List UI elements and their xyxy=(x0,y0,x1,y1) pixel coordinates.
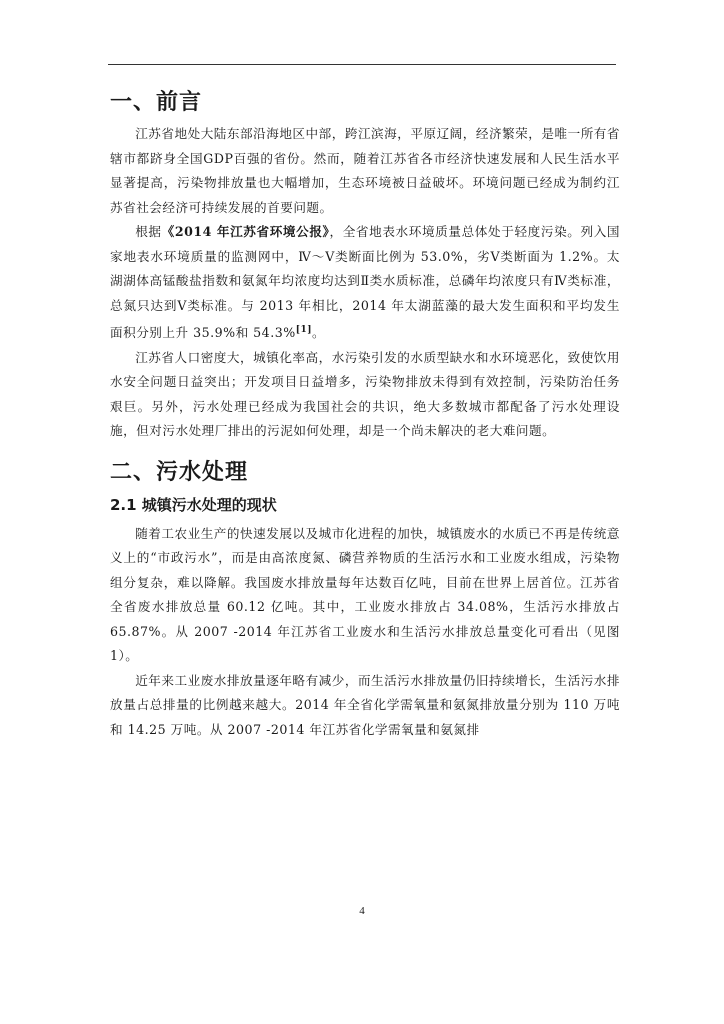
report-title: 《2014 年江苏省环境公报》 xyxy=(161,224,330,239)
header-rule xyxy=(108,64,616,65)
paragraph-end: 。 xyxy=(311,325,326,341)
paragraph: 随着工农业生产的快速发展以及城市化进程的加快，城镇废水的水质已不再是传统意义上的“市政污水”，而是由高浓度氮、磷营养物质的生活污水和工业废水组成，污染物组分复杂，难以降解。我国废水排放量每年达数百亿吨，目前在世界上居首位。江苏省全省废水排放总量 60.12 亿吨。其中，工业废水排放占 34.08%，生活污水排放占 65.87%。从 2007 -2014 年江苏省工业废水和生活污水排放总量变化可看出（见图 1）。 xyxy=(110,525,620,664)
citation-ref: [1] xyxy=(295,325,312,335)
paragraph-lead: 根据 xyxy=(135,224,162,239)
paragraph: 近年来工业废水排放量逐年略有减少，而生活污水排放量仍旧持续增长，生活污水排放量占总排量的比例越来越大。2014 年全省化学需氧量和氨氮排放量分别为 110 万吨和 14.25 万吨。从 2007 -2014 年江苏省化学需氧量和氨氮排 xyxy=(110,672,620,737)
page-number: 4 xyxy=(359,905,365,917)
paragraph-body: ，全省地表水环境质量总体处于轻度污染。列入国家地表水环境质量的监测网中，Ⅳ～Ⅴ类断面比例为 53.0%，劣Ⅴ类断面为 1.2%。太湖湖体高锰酸盐指数和氨氮年均浓度均达到Ⅱ类水质标准，总磷年均浓度只有Ⅳ类标准，总氮只达到Ⅴ类标准。与 2013 年相比，2014 年太湖蓝藻的最大发生面积和平均发生面积分别上升 35.9%和 54.3% xyxy=(110,224,621,341)
paragraph: 江苏省地处大陆东部沿海地区中部，跨江滨海，平原辽阔，经济繁荣，是唯一所有省辖市都跻身全国GDP百强的省份。然而，随着江苏省各市经济快速发展和人民生活水平显著提高，污染物排放量也大幅增加，生态环境被日益破坏。环境问题已经成为制约江苏省社会经济可持续发展的首要问题。 xyxy=(110,126,620,215)
subsection-heading: 2.1 城镇污水处理的现状 xyxy=(110,495,277,514)
section-heading-preface: 一、前言 xyxy=(110,90,203,115)
paragraph-with-citation xyxy=(110,220,620,346)
section-heading-wastewater: 二、污水处理 xyxy=(110,459,249,485)
page-content xyxy=(110,86,620,742)
paragraph: 江苏省人口密度大，城镇化率高，水污染引发的水质型缺水和水环境恶化，致使饮用水安全问题日益突出；开发项目日益增多，污染物排放未得到有效控制，污染防治任务艰巨。另外，污水处理已经成为我国社会的共识，绝大多数城市都配备了污水处理设施，但对污水处理厂排出的污泥如何处理，却是一个尚未解决的老大难问题。 xyxy=(110,349,620,439)
